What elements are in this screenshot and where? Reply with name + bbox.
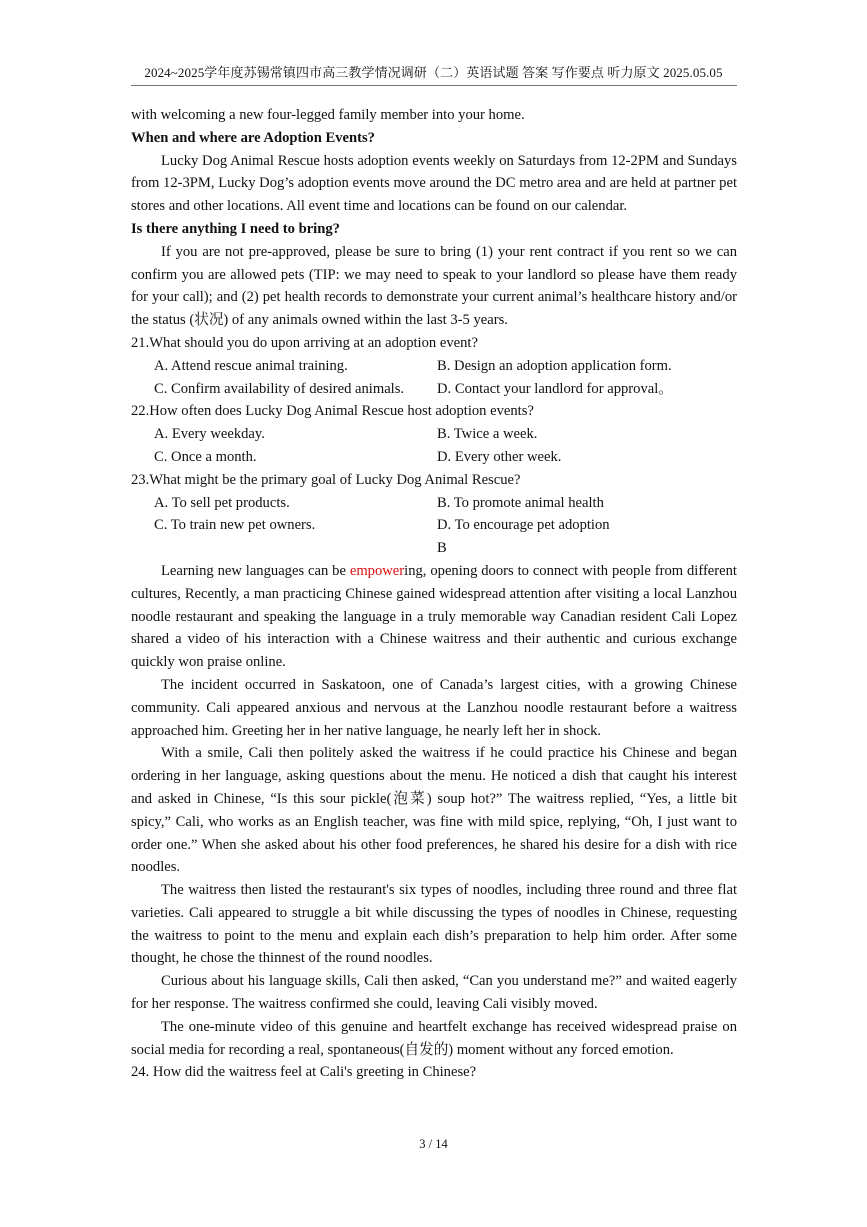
option-c: C. To train new pet owners. [154, 517, 316, 534]
option-d: D. Contact your landlord for approval。 [437, 380, 673, 397]
page-header: 2024~2025学年度苏锡常镇四市高三教学情况调研（二）英语试题 答案 写作要点 听力原文 2025.05.05 [144, 65, 723, 80]
option-d: D. Every other week. [437, 448, 562, 465]
option-c: C. Once a month. [154, 448, 257, 465]
heading-adoption-events: When and where are Adoption Events? [131, 129, 375, 146]
passage-b-paragraph: The waitress then listed the restaurant's six types of noodles, including three round and three flat varieties. Cali appeared to struggle a bit while discussing the types of noodles in Chinese, requesting the waitress to point to the menu and explain each dish’s preparation to help him order. After some thought, he chose the thinnest of the round noodles. [131, 882, 737, 967]
page-number: 3 / 14 [419, 1137, 448, 1151]
page-content [131, 104, 737, 1084]
header-divider [131, 85, 737, 86]
question-24-stem: 24. How did the waitress feel at Cali's greeting in Chinese? [131, 1064, 477, 1081]
question-22-options [131, 423, 737, 469]
highlighted-word: empower [349, 562, 405, 579]
heading-what-to-bring: Is there anything I need to bring? [131, 220, 340, 237]
passage-b-text: ing, opening doors to connect with people from different cultures, Recently, a man practicing Chinese gained widespread attention after visiting a local Lanzhou noodle restaurant and speaking the language in a truly memorable way Canadian resident Cali Lopez shared a video of his interaction with a Chinese waitress and their authentic and curious exchange quickly won praise online. [131, 562, 737, 671]
question-22-stem: 22.How often does Lucky Dog Animal Rescue host adoption events? [131, 403, 534, 420]
option-b: B. Twice a week. [437, 426, 538, 443]
option-c: C. Confirm availability of desired animals. [154, 380, 405, 397]
question-23-options [131, 492, 737, 538]
passage-b-paragraph: The incident occurred in Saskatoon, one of Canada’s largest cities, with a growing Chinese community. Cali appeared anxious and nervous at the Lanzhou noodle restaurant before a waitress approached him. Greeting her in her native language, he nearly left her in shock. [131, 676, 737, 739]
section-b-label: B [437, 540, 447, 557]
option-a: A. Attend rescue animal training. [154, 357, 348, 374]
passage-b-paragraph [131, 560, 737, 674]
passage-a-paragraph: If you are not pre-approved, please be sure to bring (1) your rent contract if you rent so we can confirm you are allowed pets (TIP: we may need to speak to your landlord so please have them ready for your call); and (2) pet health records to demonstrate your current animal’s healthcare history and/or the status (状况) of any animals owned within the last 3-5 years. [131, 243, 737, 329]
option-a: A. Every weekday. [154, 426, 265, 443]
passage-b-paragraph: The one-minute video of this genuine and heartfelt exchange has received widespread praise on social media for recording a real, spontaneous(自发的) moment without any forced emotion. [131, 1018, 737, 1058]
question-21-stem: 21.What should you do upon arriving at an adoption event? [131, 334, 478, 351]
passage-b-text: Learning new languages can be [161, 562, 350, 579]
question-23-stem: 23.What might be the primary goal of Lucky Dog Animal Rescue? [131, 471, 521, 488]
option-b: B. To promote animal health [437, 494, 604, 511]
question-21-options [131, 355, 737, 401]
option-b: B. Design an adoption application form. [437, 357, 672, 374]
passage-a-paragraph: Lucky Dog Animal Rescue hosts adoption events weekly on Saturdays from 12-2PM and Sundays from 12-3PM, Lucky Dog’s adoption events move around the DC metro area and are held at partner pet stores and other locations. All event time and locations can be found on our calendar. [131, 152, 737, 215]
passage-b-paragraph: With a smile, Cali then politely asked the waitress if he could practice his Chinese and began ordering in her language, asking questions about the menu. He noticed a dish that caught his interest and asked in Chinese, “Is this sour pickle(泡菜) soup hot?” The waitress replied, “Yes, a little bit spicy,” Cali, who works as an English teacher, was fine with mild spice, replying, “Oh, I just want to order one.” When she asked about his other food preferences, he shared his desire for a dish with rice noodles. [131, 745, 737, 876]
passage-a-continuation: with welcoming a new four-legged family member into your home. [131, 107, 525, 123]
option-a: A. To sell pet products. [154, 494, 290, 511]
option-d: D. To encourage pet adoption [437, 517, 610, 534]
passage-b-paragraph: Curious about his language skills, Cali then asked, “Can you understand me?” and waited eagerly for her response. The waitress confirmed she could, leaving Cali visibly moved. [131, 973, 737, 1013]
